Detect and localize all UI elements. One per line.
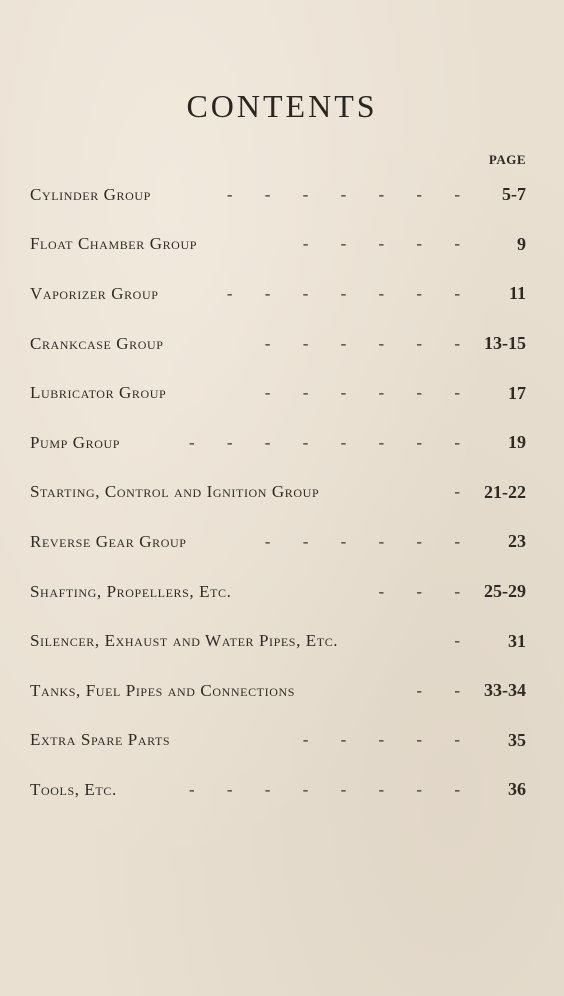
toc-entry-label: Shafting, Propellers, Etc. xyxy=(30,581,232,601)
toc-entry-page: 25-29 xyxy=(484,581,526,602)
toc-entry-label: Crankcase Group xyxy=(30,333,164,353)
leader-dashes: - - xyxy=(416,680,460,700)
leader-dashes: - - - - - - xyxy=(264,333,460,353)
toc-entry[interactable] xyxy=(30,567,526,617)
toc-entry-label: Lubricator Group xyxy=(30,383,167,403)
toc-entry-label: Silencer, Exhaust and Water Pipes, Etc. xyxy=(30,631,339,651)
toc-entry[interactable] xyxy=(30,418,526,468)
toc-entry[interactable] xyxy=(30,468,526,518)
toc-entry[interactable] xyxy=(30,716,526,766)
toc-entry-page: 31 xyxy=(508,630,526,651)
toc-entry[interactable] xyxy=(30,765,526,815)
toc-entry-label: Starting, Control and Ignition Group xyxy=(30,482,320,502)
toc-entry[interactable] xyxy=(30,170,526,220)
toc-entry-page: 36 xyxy=(508,779,526,800)
toc-entry[interactable] xyxy=(30,319,526,369)
toc-entry-label: Cylinder Group xyxy=(30,184,151,204)
toc-entry[interactable] xyxy=(30,517,526,567)
toc-entry-page: 35 xyxy=(508,729,526,750)
toc-entry-page: 5-7 xyxy=(502,184,526,205)
toc-entry-label: Tanks, Fuel Pipes and Connections xyxy=(30,680,296,700)
leader-dashes: - xyxy=(454,631,460,651)
leader-dashes: - - - - - - - xyxy=(226,283,460,303)
toc-entry-label: Pump Group xyxy=(30,432,121,452)
leader-dashes: - - - - - xyxy=(302,730,460,750)
toc-entry-label: Reverse Gear Group xyxy=(30,531,187,551)
toc-entry-label: Tools, Etc. xyxy=(30,779,117,799)
page-column-header: PAGE xyxy=(488,152,526,167)
toc-entry-page: 9 xyxy=(517,233,526,254)
toc-entry-label: Extra Spare Parts xyxy=(30,730,171,750)
toc-entry[interactable] xyxy=(30,368,526,418)
toc-entry[interactable] xyxy=(30,666,526,716)
leader-dashes: - - - - - - xyxy=(264,383,460,403)
toc-entry[interactable] xyxy=(30,269,526,319)
toc-entry-page: 33-34 xyxy=(484,680,526,701)
leader-dashes: - - - - - - - - xyxy=(188,779,460,799)
toc-entry-label: Float Chamber Group xyxy=(30,234,197,254)
toc-entry-page: 17 xyxy=(508,382,526,403)
toc-entry[interactable] xyxy=(30,220,526,270)
toc-entry-page: 21-22 xyxy=(484,481,526,502)
toc-entry-page: 13-15 xyxy=(484,333,526,354)
page-title: CONTENTS xyxy=(186,88,378,124)
leader-dashes: - - - - - - - xyxy=(226,184,460,204)
leader-dashes: - - - - - - xyxy=(264,531,460,551)
toc-entry-page: 11 xyxy=(508,283,526,304)
leader-dashes: - xyxy=(454,482,460,502)
toc-entry-page: 23 xyxy=(508,531,526,552)
toc-entry-label: Vaporizer Group xyxy=(30,283,159,303)
leader-dashes: - - - - - xyxy=(302,234,460,254)
toc-entry[interactable] xyxy=(30,616,526,666)
table-of-contents xyxy=(30,170,526,815)
leader-dashes: - - - - - - - - xyxy=(188,432,460,452)
leader-dashes: - - - xyxy=(378,581,460,601)
toc-entry-page: 19 xyxy=(508,432,526,453)
